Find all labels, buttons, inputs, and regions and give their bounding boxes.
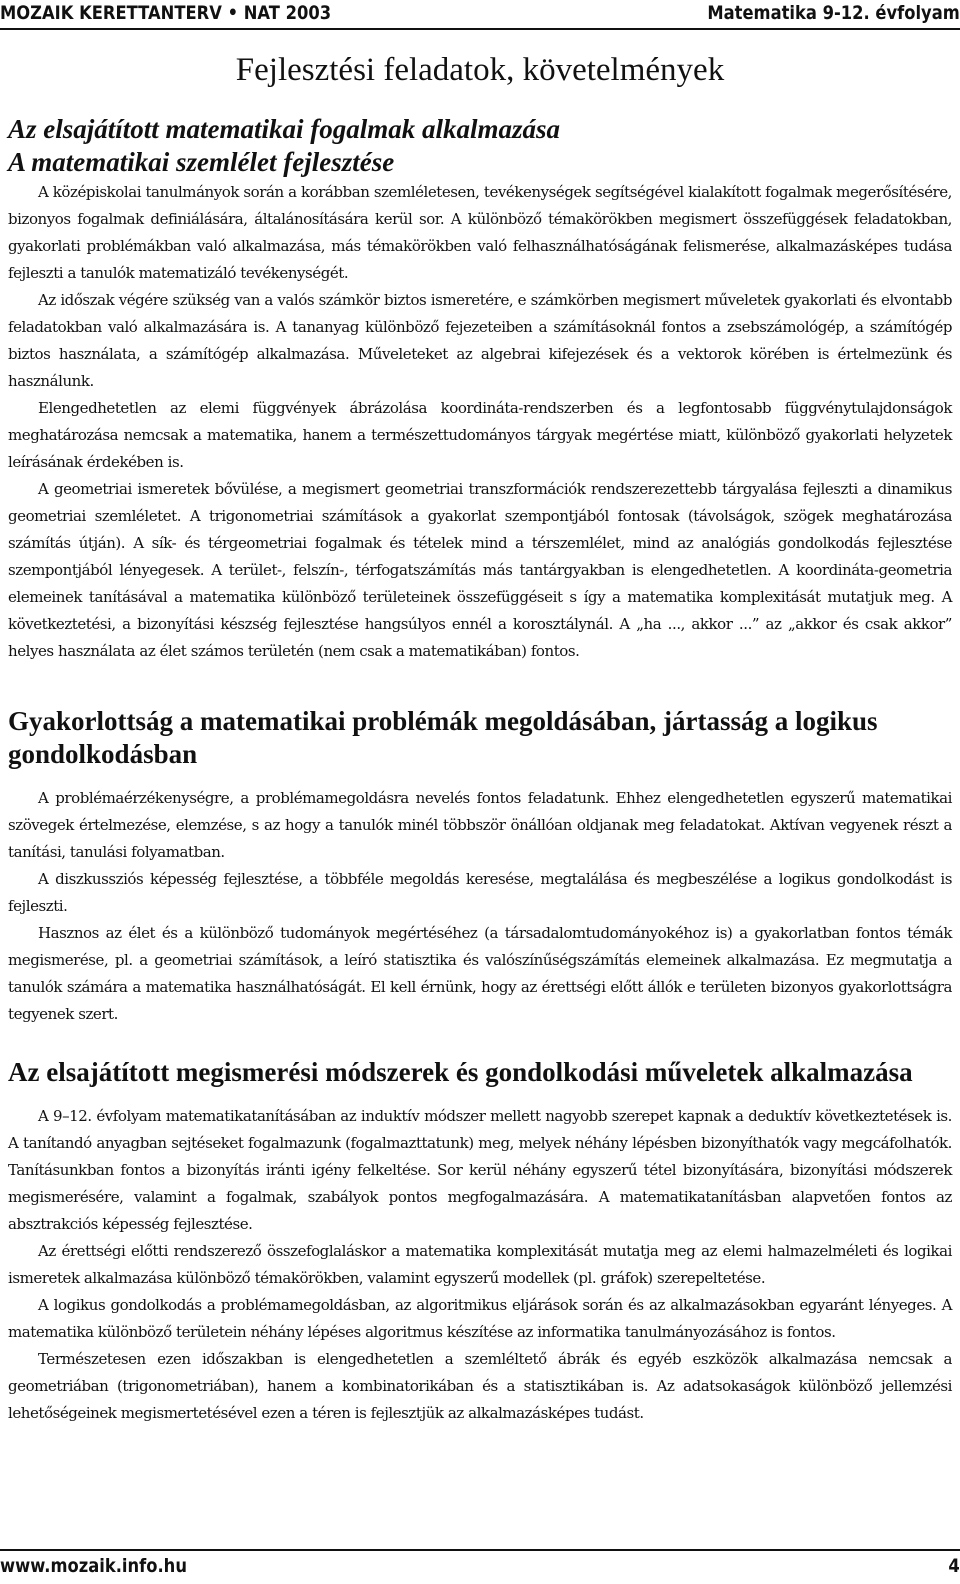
section-heading-methods: Az elsajátított megismerési módszerek és gondolkodási műveletek alkalmazása [8, 1057, 913, 1087]
section-problem-solving [8, 705, 952, 1028]
paragraph: A középiskolai tanulmányok során a korábban szemléletesen, tevékenységek segítségével kialakított fogalmak megerősítésére, bizonyos fogalmak definiálására, általánosítására kerül sor. A különböző témakörökben megismert összefüggések feladatokban, gyakorlati problémákban való alkalmazása, más témakörökben való felhasználhatóságának felismerése, alkalmazásképes tudása fejleszti a tanulók matematizáló tevékenységét. [8, 183, 952, 282]
paragraph: A diszkussziós képesség fejlesztése, a többféle megoldás keresése, megtalálása és megbeszélése a logikus gondolkodást is fejleszti. [8, 870, 952, 915]
paragraph: Természetesen ezen időszakban is elengedhetetlen a szemléltető ábrák és egyéb eszközök alkalmazása nemcsak a geometriában (trigonometriában), hanem a kombinatorikában és a statisztikában is. Az adatsokaságok különböző jellemzési lehetőségeinek megismertetésével ezen a téren is fejlesztjük az alkalmazásképes tudást. [8, 1350, 952, 1422]
paragraph: A logikus gondolkodás a problémamegoldásban, az algoritmikus eljárások során és az alkalmazásokban egyaránt lényeges. A matematika különböző területein néhány lépéses algoritmus készítése az informatika tanulmányozásához is fontos. [8, 1296, 952, 1341]
section-heading-problem-solving: Gyakorlottság a matematikai problémák megoldásában, jártasság a logikus gondolkodásban [8, 706, 878, 769]
section-mathematical-concepts [8, 113, 952, 665]
header-series-title: MOZAIK KERETTANTERV • NAT 2003 [0, 2, 332, 24]
paragraph: A 9–12. évfolyam matematikatanításában az induktív módszer mellett nagyobb szerepet kapnak a deduktív következtetések is. A tanítandó anyagban sejtéseket fogalmazunk (fogalmazttatunk) meg, melyek néhány lépésben bizonyíthatók vagy megcáfolhatók. Tanításunkban fontos a bizonyítás iránti igény felkeltése. Sor kerül néhány egyszerű tétel bizonyítására, bizonyítási módszerek megismerésére, valamint a fogalmak, szabályok pontos megfogalmazására. A matematikatanításban alapvetően fontos az absztrakciós képesség fejlesztése. [8, 1107, 952, 1233]
section-subheading-view: A matematikai szemlélet fejlesztése [8, 147, 395, 177]
paragraph: Elengedhetetlen az elemi függvények ábrázolása koordináta-rendszerben és a legfontosabb függvénytulajdonságok meghatározása nemcsak a matematika, hanem a természettudományos tárgyak megértése miatt, különböző gyakorlati helyzetek leírásának érdekében is. [8, 399, 952, 471]
paragraph: A problémaérzékenységre, a problémamegoldásra nevelés fontos feladatunk. Ehhez elengedhetetlen egyszerű matematikai szövegek értelmezése, elemzése, s az hogy a tanulók minél többször önállóan oldjanak meg feladatokat. Aktívan vegyenek részt a tanítási, tanulási folyamatban. [8, 789, 952, 861]
footer-divider [0, 1549, 960, 1551]
paragraph: A geometriai ismeretek bővülése, a megismert geometriai transzformációk rendszerezettebb tárgyalása fejleszti a dinamikus geometriai szemléletet. A trigonometriai számítások a gyakorlat szempontjából fontosak (távolságok, szögek meghatározása számítás útján). A sík- és térgeometriai fogalmak és tételek mind a térszemlélet, mind az analógiás gondolkodás fejlesztése szempontjából lényegesek. A terület-, felszín-, térfogatszámítás más tantárgyakban is elengedhetetlen. A koordináta-geometria elemeinek tanításával a matematika különböző területeinek összefüggéseit s így a matematika komplexitását mutatjuk meg. A következtetési, a bizonyítási készség fejlesztése hangsúlyos ennél a korosztálynál. A „ha ..., akkor ...” az „akkor és csak akkor” helyes használata az élet számos területén (nem csak a matematikában) fontos. [8, 480, 952, 660]
page-number: 4 [948, 1555, 960, 1577]
document-body [8, 113, 952, 1427]
page-title: Fejlesztési feladatok, követelmények [235, 52, 725, 88]
page-footer [0, 1553, 960, 1581]
paragraph: Az érettségi előtti rendszerező összefoglaláskor a matematika komplexitását mutatja meg az elemi halmazelméleti és logikai ismeretek alkalmazása különböző témakörökben, valamint egyszerű modellek (pl. gráfok) szerepeltetése. [8, 1242, 952, 1287]
section-heading-concepts: Az elsajátított matematikai fogalmak alkalmazása [8, 114, 561, 144]
section-methods [8, 1056, 952, 1427]
header-divider [0, 28, 960, 30]
paragraph: Az időszak végére szükség van a valós számkör biztos ismeretére, e számkörben megismert műveletek gyakorlati és elvontabb feladatokban való alkalmazására is. A tananyag különböző fejezeteiben a számításoknál fontos a zsebszámológép, a számítógép biztos használata, a számítógép alkalmazása. Műveleteket az algebrai kifejezések és a vektorok körében is értelmezünk és használunk. [8, 291, 952, 390]
paragraph: Hasznos az élet és a különböző tudományok megértéséhez (a társadalomtudományokéhoz is) a gyakorlatban fontos témák megismerése, pl. a geometriai számítások, a leíró statisztika és valószínűségszámítás elemeinek alkalmazása. Ez megmutatja a tanulók számára a matematika használhatóságát. El kell érnünk, hogy az érettségi előtt állók e területen bizonyos gyakorlottságra tegyenek szert. [8, 924, 952, 1023]
header-subject: Matematika 9-12. évfolyam [707, 2, 960, 24]
footer-url[interactable]: www.mozaik.info.hu [0, 1555, 187, 1577]
page-header [0, 0, 960, 27]
